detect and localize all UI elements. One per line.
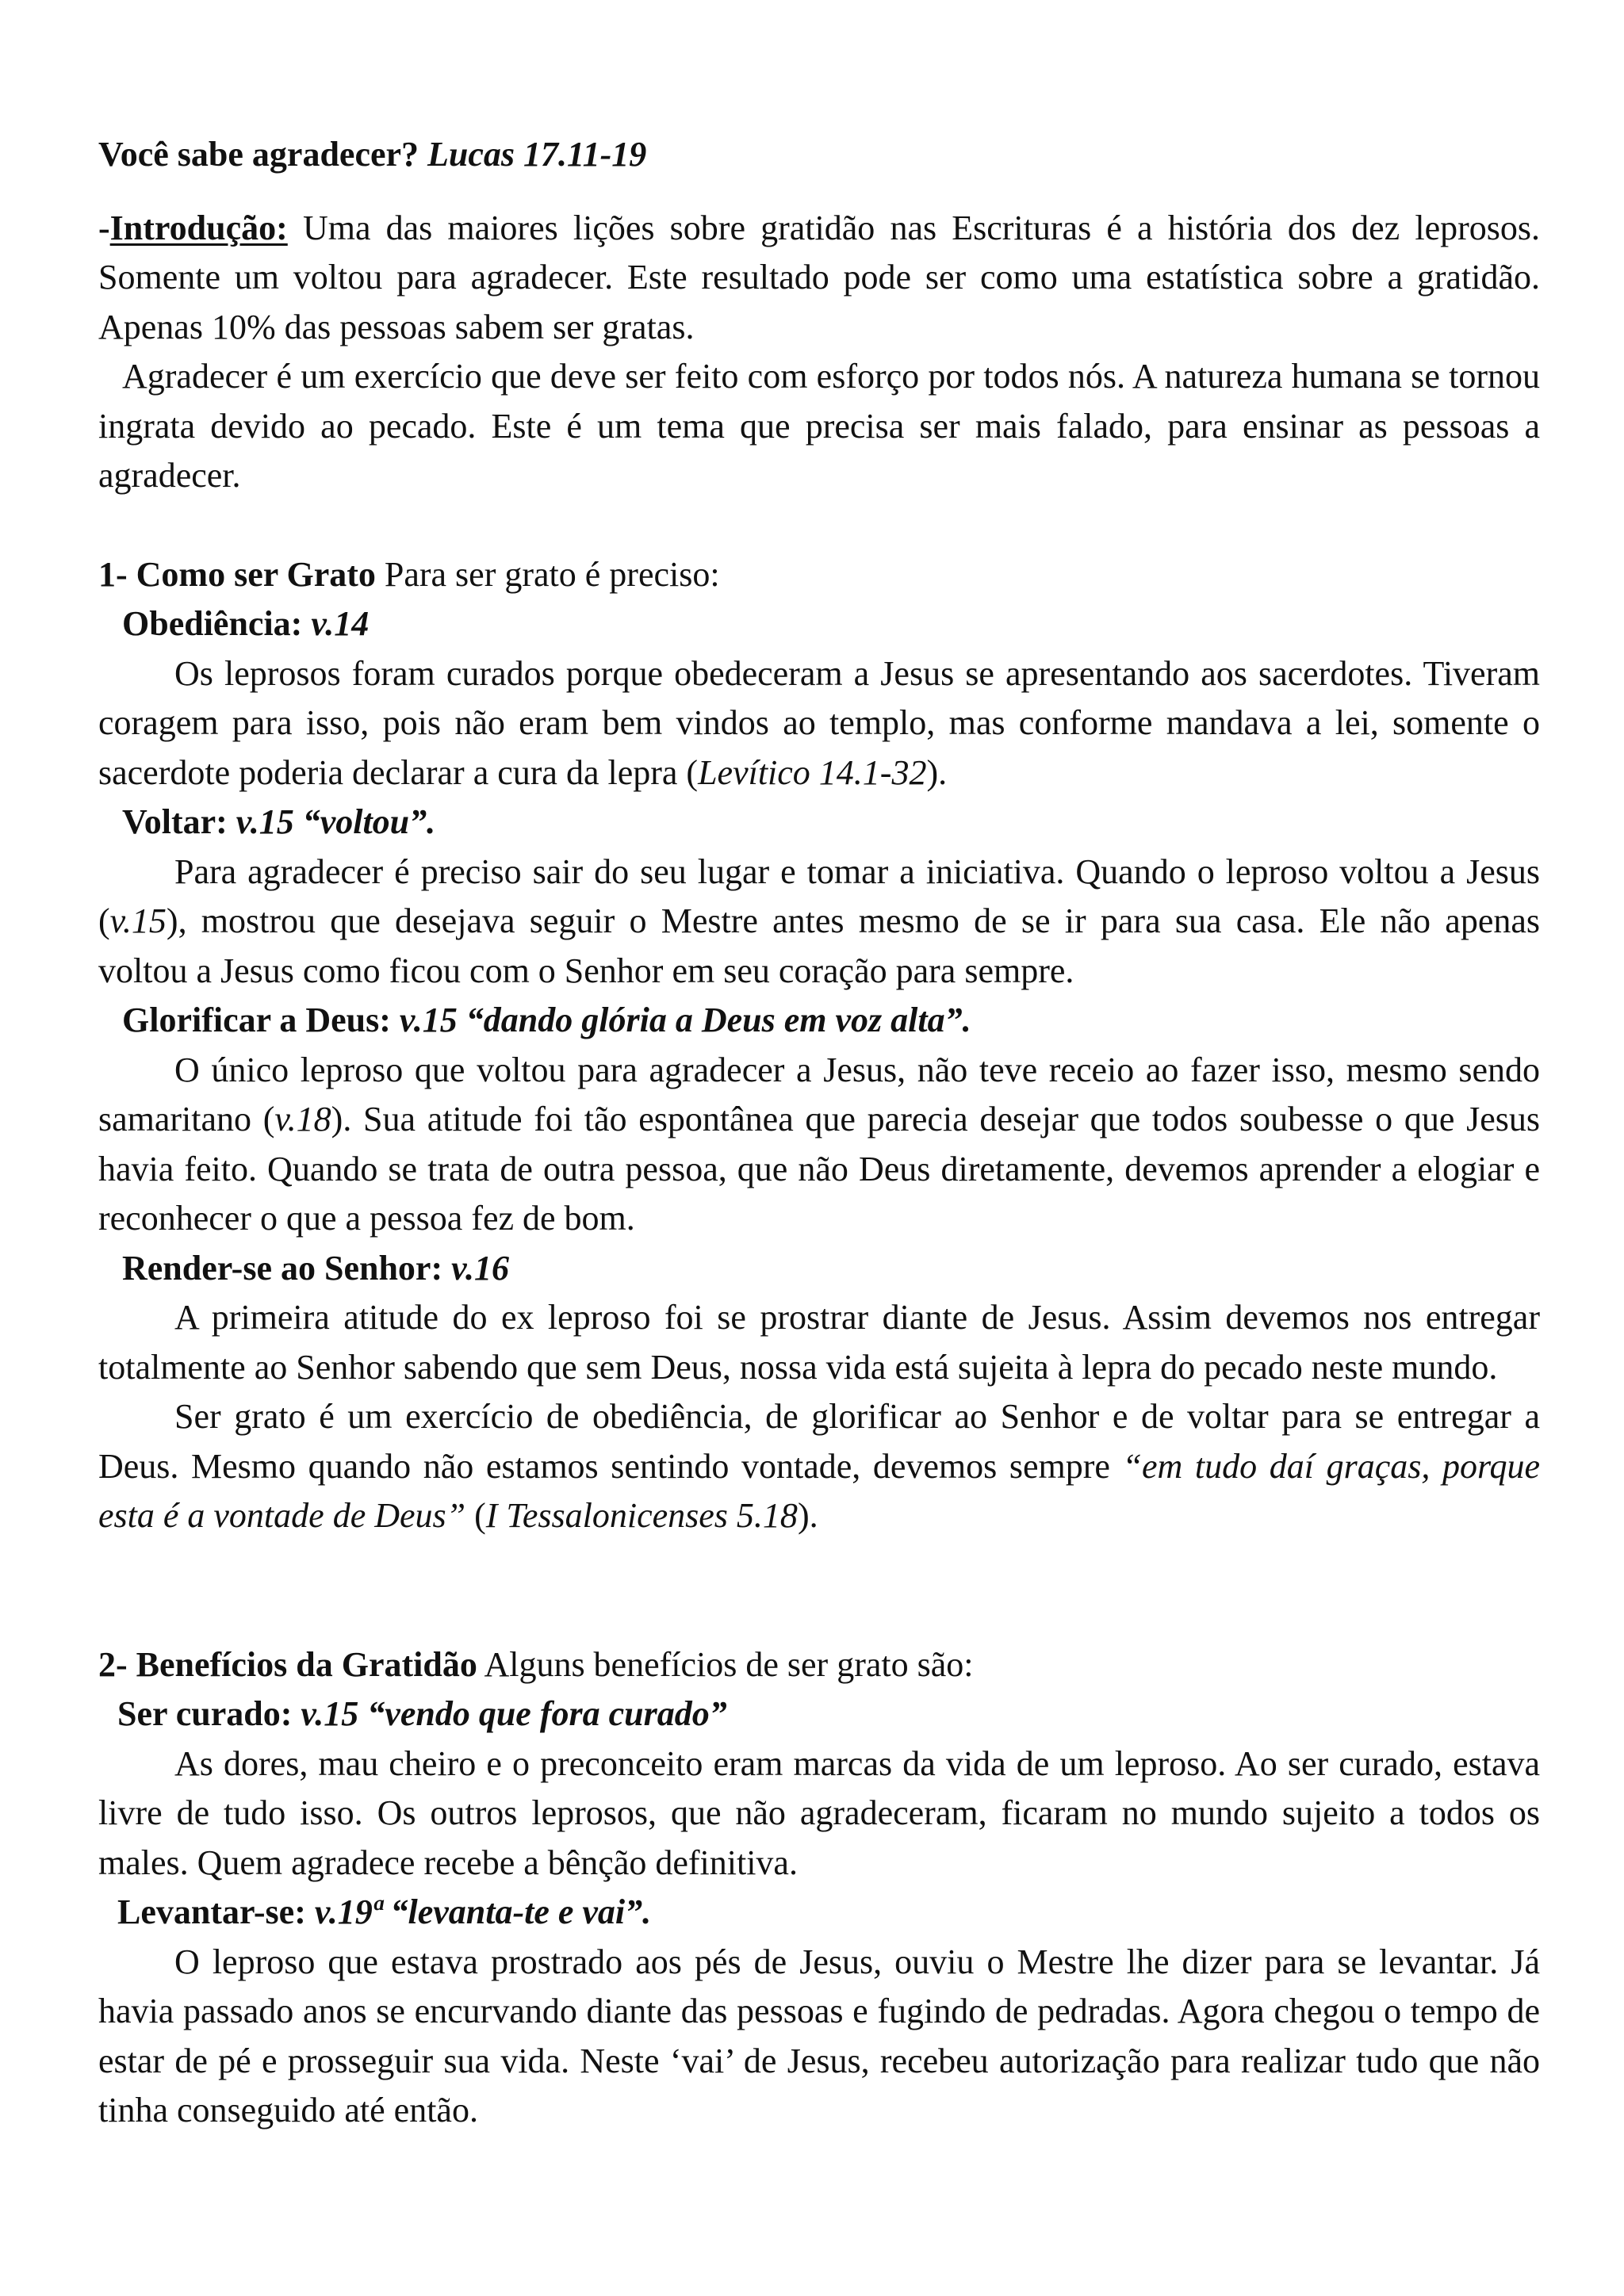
s2-item-heading: Levantar-se: v.19ª “levanta-te e vai”. bbox=[117, 1892, 652, 1931]
intro-prefix: - bbox=[98, 208, 110, 247]
intro-paragraph-1 bbox=[98, 204, 1540, 353]
title-main: Você sabe agradecer? bbox=[98, 135, 419, 174]
s2-item-heading: Ser curado: v.15 “vendo que fora curado” bbox=[117, 1694, 727, 1733]
title-reference: Lucas 17.11-19 bbox=[427, 135, 647, 174]
s1-item-heading: Render-se ao Senhor: v.16 bbox=[122, 1248, 510, 1288]
intro-text-1: Uma das maiores lições sobre gratidão nas Escrituras é a história dos dez leprosos. Somente um voltou para agradecer. Este resultado pode ser como uma estatística sobre a gratidão. Apenas 10% das pessoas sabem ser gratas. bbox=[98, 208, 1541, 346]
s1-item-text: O único leproso que voltou para agradecer a Jesus, não teve receio ao fazer isso, mesmo sendo samaritano (v.18). Sua atitude foi tão espontânea que parecia desejar que todos soubesse o que Jesus havia feito. Quando se trata de outra pessoa, que não Deus diretamente, devemos aprender a elogiar e reconhecer o que a pessoa fez de bom. bbox=[98, 1050, 1540, 1238]
s1-item-heading: Glorificar a Deus: v.15 “dando glória a Deus em voz alta”. bbox=[122, 1001, 971, 1039]
s1-item-text: Para agradecer é preciso sair do seu lugar e tomar a iniciativa. Quando o leproso voltou a Jesus (v.15), mostrou que desejava seguir o Mestre antes mesmo de se ir para sua casa. Ele não apenas voltou a Jesus como ficou com o Senhor em seu coração para sempre. bbox=[98, 851, 1540, 990]
intro-label: Introdução: bbox=[109, 208, 288, 247]
s1-item-text: Os leprosos foram curados porque obedeceram a Jesus se apresentando aos sacerdotes. Tiveram coragem para isso, pois não eram bem vindos ao templo, mas conforme mandava a lei, somente o sacerdote poderia declarar a cura da lepra (Levítico 14.1-32). bbox=[98, 653, 1540, 792]
s1-item-heading: Voltar: v.15 “voltou”. bbox=[122, 802, 436, 841]
section1-heading-bold: 1- Como ser Grato bbox=[98, 554, 376, 594]
section2-heading-rest: Alguns benefícios de ser grato são: bbox=[484, 1644, 974, 1684]
section2-heading bbox=[98, 1640, 1540, 1690]
s1-item-text: A primeira atitude do ex leproso foi se prostrar diante de Jesus. Assim devemos nos entregar totalmente ao Senhor sabendo que sem Deus, nossa vida está sujeita à lepra do pecado neste mundo. bbox=[98, 1298, 1540, 1387]
section1-heading-rest: Para ser grato é preciso: bbox=[384, 554, 720, 594]
intro-paragraph-2: Agradecer é um exercício que deve ser feito com esforço por todos nós. A natureza humana se tornou ingrata devido ao pecado. Este é um tema que precisa ser mais falado, para ensinar as pessoas a agradecer. bbox=[98, 357, 1540, 495]
section1-heading bbox=[98, 550, 1540, 600]
s2-item-text: As dores, mau cheiro e o preconceito eram marcas da vida de um leproso. Ao ser curado, estava livre de tudo isso. Os outros leprosos, que não agradeceram, ficaram no mundo sujeito a todos os males. Quem agradece recebe a bênção definitiva. bbox=[98, 1743, 1540, 1882]
document-title bbox=[98, 130, 1540, 180]
section2-heading-bold: 2- Benefícios da Gratidão bbox=[98, 1644, 477, 1684]
document-body bbox=[98, 130, 1540, 2136]
s2-item-text: O leproso que estava prostrado aos pés de Jesus, ouviu o Mestre lhe dizer para se levantar. Já havia passado anos se encurvando diante das pessoas e fugindo de pedradas. Agora chegou o tempo de estar de pé e prosseguir sua vida. Neste ‘vai’ de Jesus, recebeu autorização para realizar tudo que não tinha conseguido até então. bbox=[98, 1942, 1540, 2130]
s1-item-heading: Obediência: v.14 bbox=[122, 604, 370, 643]
s1-closing-paragraph: Ser grato é um exercício de obediência, de glorificar ao Senhor e de voltar para se entregar a Deus. Mesmo quando não estamos sentindo vontade, devemos sempre “em tudo daí graças, porque esta é a vontade de Deus” (I Tessalonicenses 5.18). bbox=[98, 1397, 1540, 1535]
